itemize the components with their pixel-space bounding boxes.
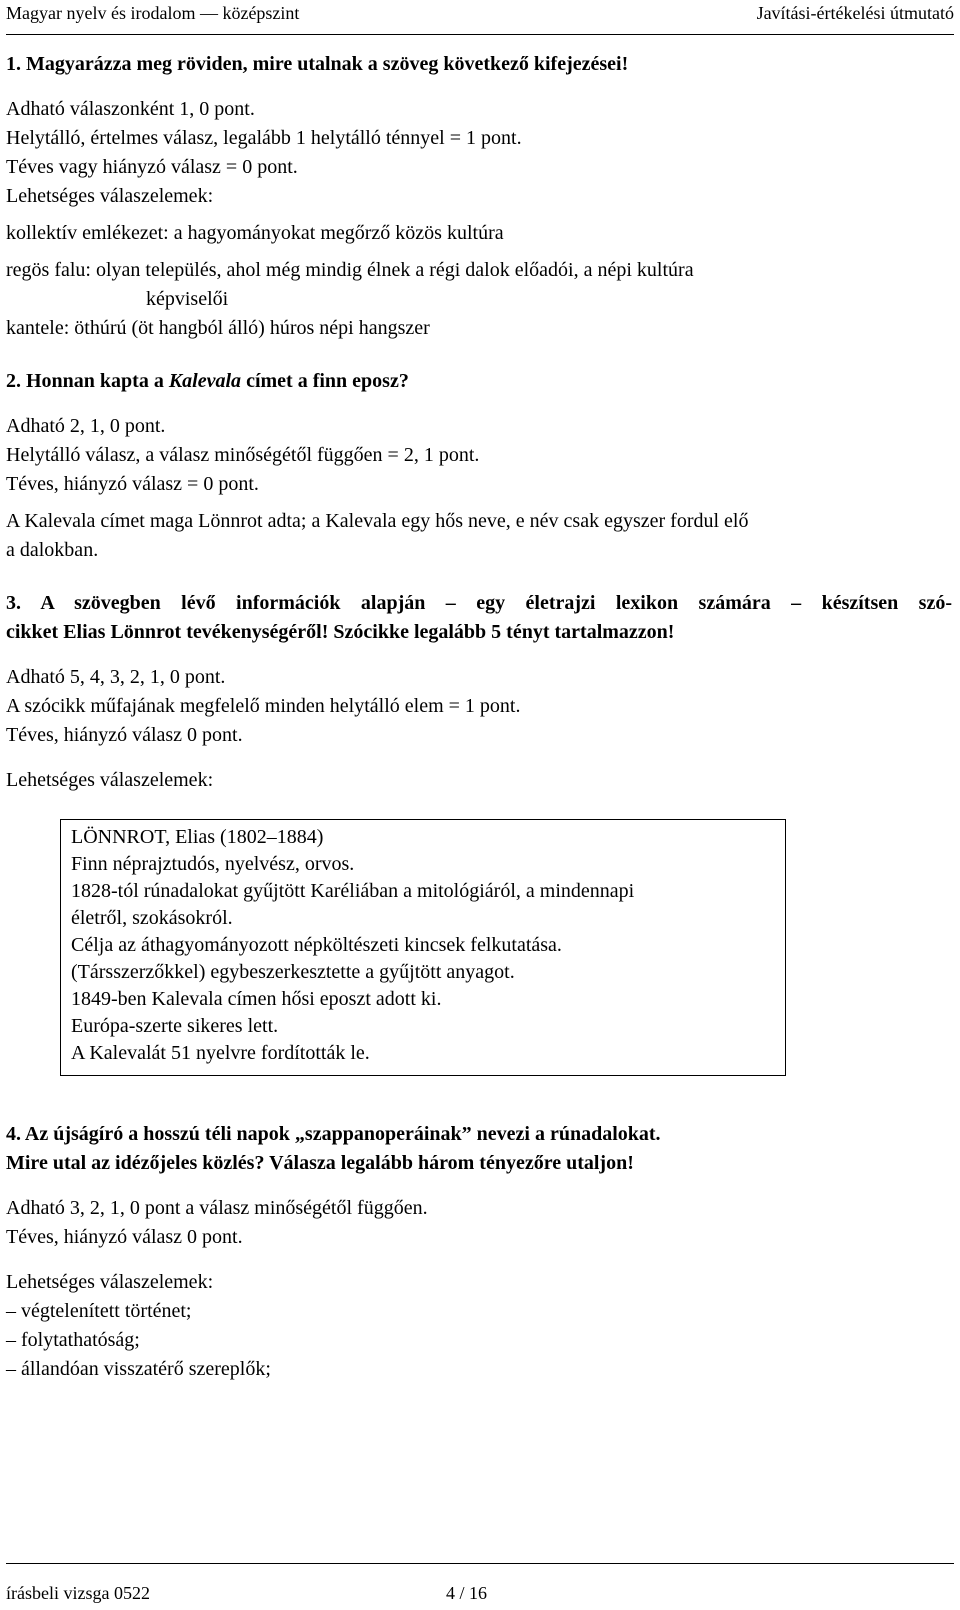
q4-scoring-2: Téves, hiányzó válasz 0 pont.	[6, 1226, 243, 1248]
q4-possible-answers-label: Lehetséges válaszelemek:	[6, 1271, 214, 1293]
q4-scoring-1: Adható 3, 2, 1, 0 pont a válasz minőségétől függően.	[6, 1197, 428, 1219]
q1-scoring-1: Adható válaszonként 1, 0 pont.	[6, 98, 255, 120]
q2-title-italic: Kalevala	[168, 370, 242, 392]
q1-scoring-3: Téves vagy hiányzó válasz = 0 pont.	[6, 156, 298, 178]
q1-scoring-2: Helytálló, értelmes válasz, legalább 1 helytálló ténnyel = 1 pont.	[6, 127, 522, 149]
q4-list-item-3: – állandóan visszatérő szereplők;	[6, 1358, 271, 1380]
q2-title-pre: 2. Honnan kapta a	[6, 370, 169, 392]
q2-scoring-2: Helytálló válasz, a válasz minőségétől függően = 2, 1 pont.	[6, 444, 480, 466]
q4-list-item-1: – végtelenített történet;	[6, 1300, 192, 1322]
q3-possible-answers-label: Lehetséges válaszelemek:	[6, 769, 214, 791]
q2-title-post: címet a finn eposz?	[241, 370, 409, 392]
lexicon-line-2: Finn néprajztudós, nyelvész, orvos.	[71, 853, 355, 875]
q1-definition-3: kantele: öthúrú (öt hangból álló) húros népi hangszer	[6, 317, 430, 339]
lexicon-line-9: A Kalevalát 51 nyelvre fordították le.	[71, 1042, 370, 1064]
q2-scoring-3: Téves, hiányzó válasz = 0 pont.	[6, 473, 259, 495]
question-1-title: 1. Magyarázza meg röviden, mire utalnak a szöveg következő kifejezései!	[6, 53, 629, 75]
q2-answer-line-2: a dalokban.	[6, 539, 99, 561]
footer-exam-code: írásbeli vizsga 0522	[6, 1583, 150, 1603]
lexicon-line-5: Célja az áthagyományozott népköltészeti kincsek felkutatása.	[71, 934, 562, 956]
page-header	[6, 0, 954, 35]
q1-definition-2-line1: regös falu: olyan település, ahol még mindig élnek a régi dalok előadói, a népi kultúra	[6, 259, 694, 281]
q1-definition-1: kollektív emlékezet: a hagyományokat megőrző közös kultúra	[6, 222, 504, 244]
footer-page-number: 4 / 16	[446, 1583, 488, 1603]
lexicon-line-7: 1849-ben Kalevala címen hősi eposzt adott ki.	[71, 988, 442, 1010]
lexicon-line-3: 1828-tól rúnadalokat gyűjtött Karéliában a mitológiáról, a mindennapi	[71, 880, 635, 902]
lexicon-entry-box	[60, 819, 786, 1076]
question-4-title-line2: Mire utal az idézőjeles közlés? Válasza legalább három tényezőre utaljon!	[6, 1152, 634, 1174]
page-content	[6, 50, 952, 1384]
q3-scoring-1: Adható 5, 4, 3, 2, 1, 0 pont.	[6, 666, 226, 688]
lexicon-line-4: életről, szokásokról.	[71, 907, 233, 929]
question-3-title-line1: 3. A szövegben lévő információk alapján – egy életrajzi lexikon számára – készítsen szó-	[6, 592, 952, 614]
q3-scoring-3: Téves, hiányzó válasz 0 pont.	[6, 724, 243, 746]
question-3-title-line2: cikket Elias Lönnrot tevékenységéről! Szócikke legalább 5 tényt tartalmazzon!	[6, 621, 675, 643]
lexicon-line-1: LÖNNROT, Elias (1802–1884)	[71, 826, 324, 848]
page-footer	[6, 1563, 954, 1610]
q2-scoring-1: Adható 2, 1, 0 pont.	[6, 415, 166, 437]
header-guide-title: Javítási-értékelési útmutató	[756, 3, 954, 23]
question-4-title-line1: 4. Az újságíró a hosszú téli napok „szappanoperáinak” nevezi a rúnadalokat.	[6, 1123, 661, 1145]
q3-scoring-2: A szócikk műfajának megfelelő minden helytálló elem = 1 pont.	[6, 695, 521, 717]
question-2-title	[6, 367, 952, 396]
q1-definition-2	[6, 256, 952, 314]
q2-answer-line-1: A Kalevala címet maga Lönnrot adta; a Kalevala egy hős neve, e név csak egyszer fordul elő	[6, 510, 749, 532]
header-subject: Magyar nyelv és irodalom — középszint	[6, 3, 300, 23]
lexicon-line-6: (Társszerzőkkel) egybeszerkesztette a gyűjtött anyagot.	[71, 961, 515, 983]
q1-definition-2-line2: képviselői	[146, 288, 229, 310]
q1-possible-answers-label: Lehetséges válaszelemek:	[6, 185, 214, 207]
lexicon-line-8: Európa-szerte sikeres lett.	[71, 1015, 279, 1037]
q4-list-item-2: – folytathatóság;	[6, 1329, 140, 1351]
